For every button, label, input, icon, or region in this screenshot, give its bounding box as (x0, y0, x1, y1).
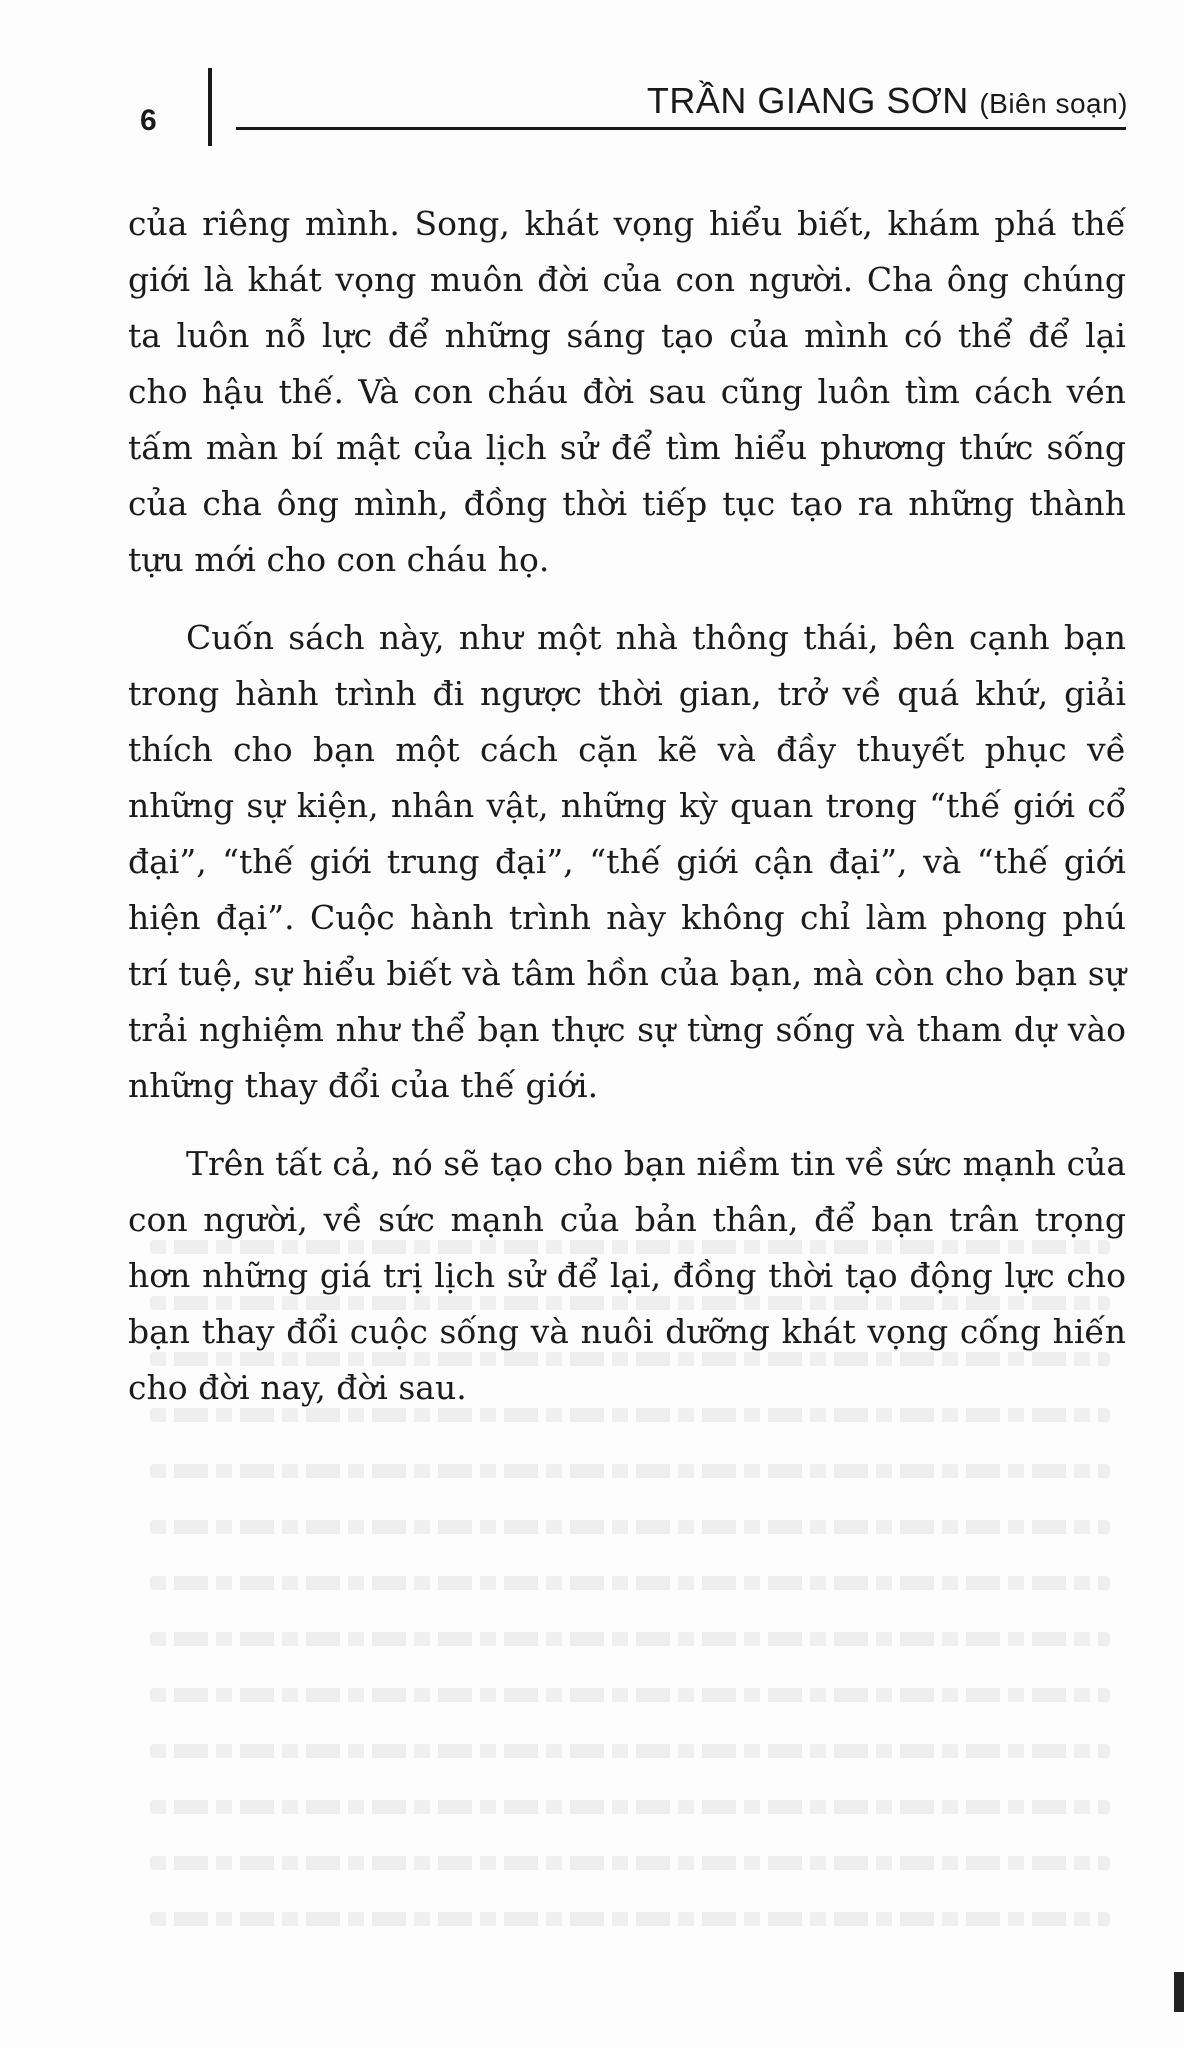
page-number: 6 (140, 104, 157, 137)
running-head (647, 80, 1128, 122)
page-header (0, 0, 1184, 170)
author-role: (Biên soạn) (979, 88, 1128, 119)
header-horizontal-rule (236, 127, 1126, 130)
paragraph-3: Trên tất cả, nó sẽ tạo cho bạn niềm tin về sức mạnh của con người, về sức mạnh của bản thân, để bạn trân trọng hơn những giá trị lịch sử để lại, đồng thời tạo động lực cho bạn thay đổi cuộc sống và nuôi dưỡng khát vọng cống hiến cho đời nay, đời sau. (128, 1144, 1126, 1407)
paragraph-1: của riêng mình. Song, khát vọng hiểu biết, khám phá thế giới là khát vọng muôn đời của con người. Cha ông chúng ta luôn nỗ lực để những sáng tạo của mình có thể để lại cho hậu thế. Và con cháu đời sau cũng luôn tìm cách vén tấm màn bí mật của lịch sử để tìm hiểu phương thức sống của cha ông mình, đồng thời tiếp tục tạo ra những thành tựu mới cho con cháu họ. (128, 204, 1126, 579)
paragraph-2: Cuốn sách này, như một nhà thông thái, bên cạnh bạn trong hành trình đi ngược thời gian, trở về quá khứ, giải thích cho bạn một cách cặn kẽ và đầy thuyết phục về những sự kiện, nhân vật, những kỳ quan trong “thế giới cổ đại”, “thế giới trung đại”, “thế giới cận đại”, và “thế giới hiện đại”. Cuộc hành trình này không chỉ làm phong phú trí tuệ, sự hiểu biết và tâm hồn của bạn, mà còn cho bạn sự trải nghiệm như thể bạn thực sự từng sống và tham dự vào những thay đổi của thế giới. (128, 618, 1126, 1105)
author-name: TRẦN GIANG SƠN (646, 80, 969, 121)
page-edge-mark (1174, 1972, 1184, 2012)
body-text (128, 196, 1126, 1438)
header-vertical-rule (208, 68, 212, 146)
